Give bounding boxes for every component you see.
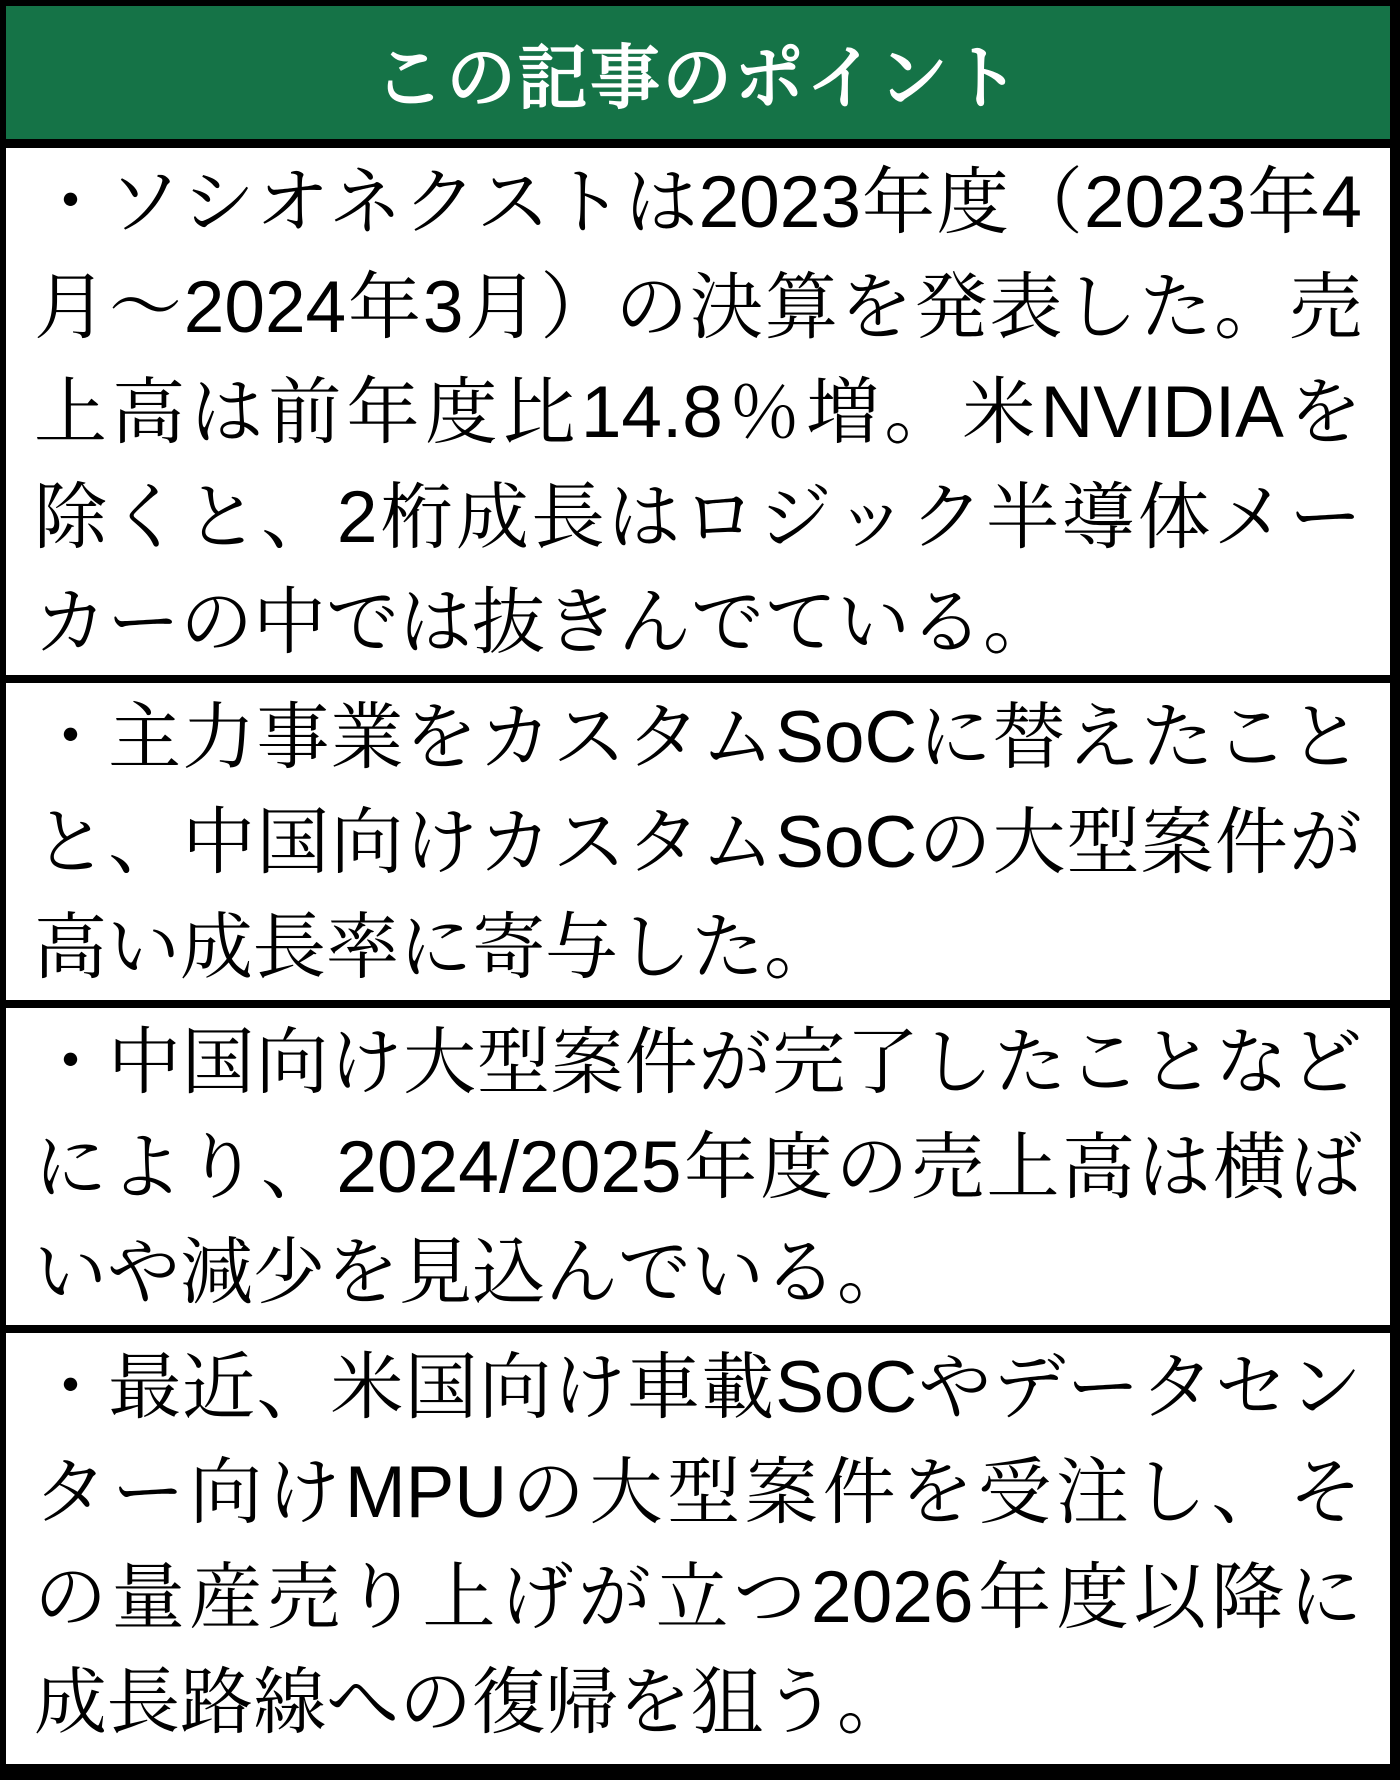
point-item-2: ・主力事業をカスタムSoCに替えたことと、中国向けカスタムSoCの大型案件が高い成長率に寄与した。 bbox=[6, 683, 1390, 1008]
points-header-title: この記事のポイント bbox=[374, 39, 1022, 117]
point-item-3: ・中国向け大型案件が完了したことなどにより、2024/2025年度の売上高は横ばいや減少を見込んでいる。 bbox=[6, 1008, 1390, 1333]
point-item-1: ・ソシオネクストは2023年度（2023年4月～2024年3月）の決算を発表した。売上高は前年度比14.8％増。米NVIDIAを除くと、2桁成長はロジック半導体メーカーの中では抜きんでている。 bbox=[6, 148, 1390, 683]
points-header bbox=[6, 6, 1390, 148]
point-item-4: ・最近、米国向け車載SoCやデータセンター向けMPUの大型案件を受注し、その量産売り上げが立つ2026年度以降に成長路線への復帰を狙う。 bbox=[34, 1347, 1362, 1743]
